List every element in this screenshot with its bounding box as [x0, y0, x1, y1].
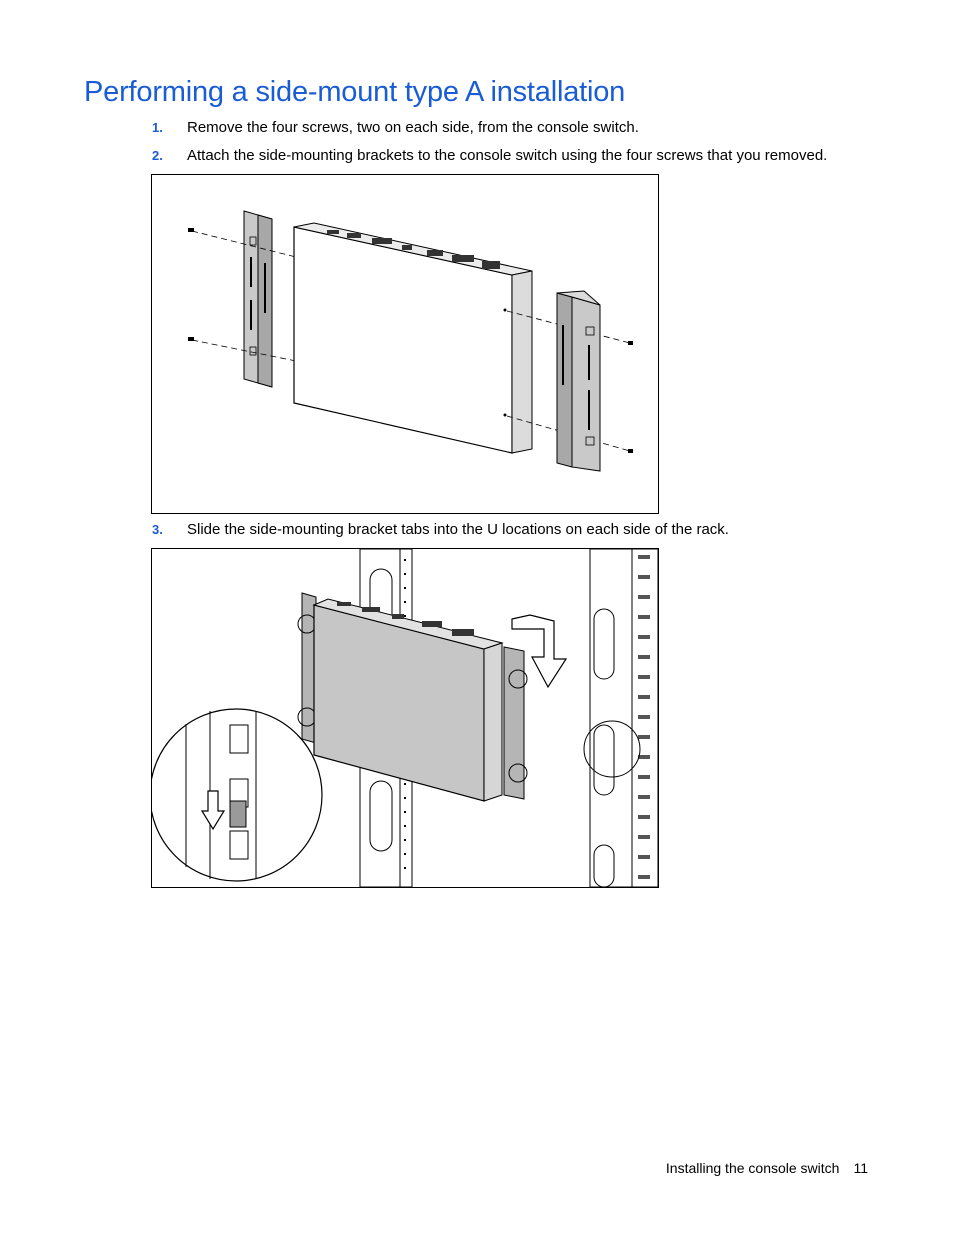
page-title: Performing a side-mount type A installation	[84, 76, 626, 108]
rack-installation-illustration-icon	[152, 549, 658, 887]
step-text: Slide the side-mounting bracket tabs into the U locations on each side of the rack.	[187, 521, 729, 538]
step-number: 3.	[152, 522, 163, 537]
page-footer	[666, 1160, 868, 1176]
bracket-attachment-illustration-icon	[152, 175, 658, 513]
figure-bracket-attachment	[151, 174, 659, 514]
page-number: 11	[853, 1160, 868, 1176]
footer-section: Installing the console switch	[665, 1160, 840, 1176]
step-text: Attach the side-mounting brackets to the console switch using the four screws that you removed.	[187, 147, 828, 164]
figure-rack-installation	[151, 548, 659, 888]
step-text: Remove the four screws, two on each side, from the console switch.	[187, 119, 639, 136]
step-number: 1.	[152, 120, 163, 135]
step-number: 2.	[152, 148, 163, 163]
